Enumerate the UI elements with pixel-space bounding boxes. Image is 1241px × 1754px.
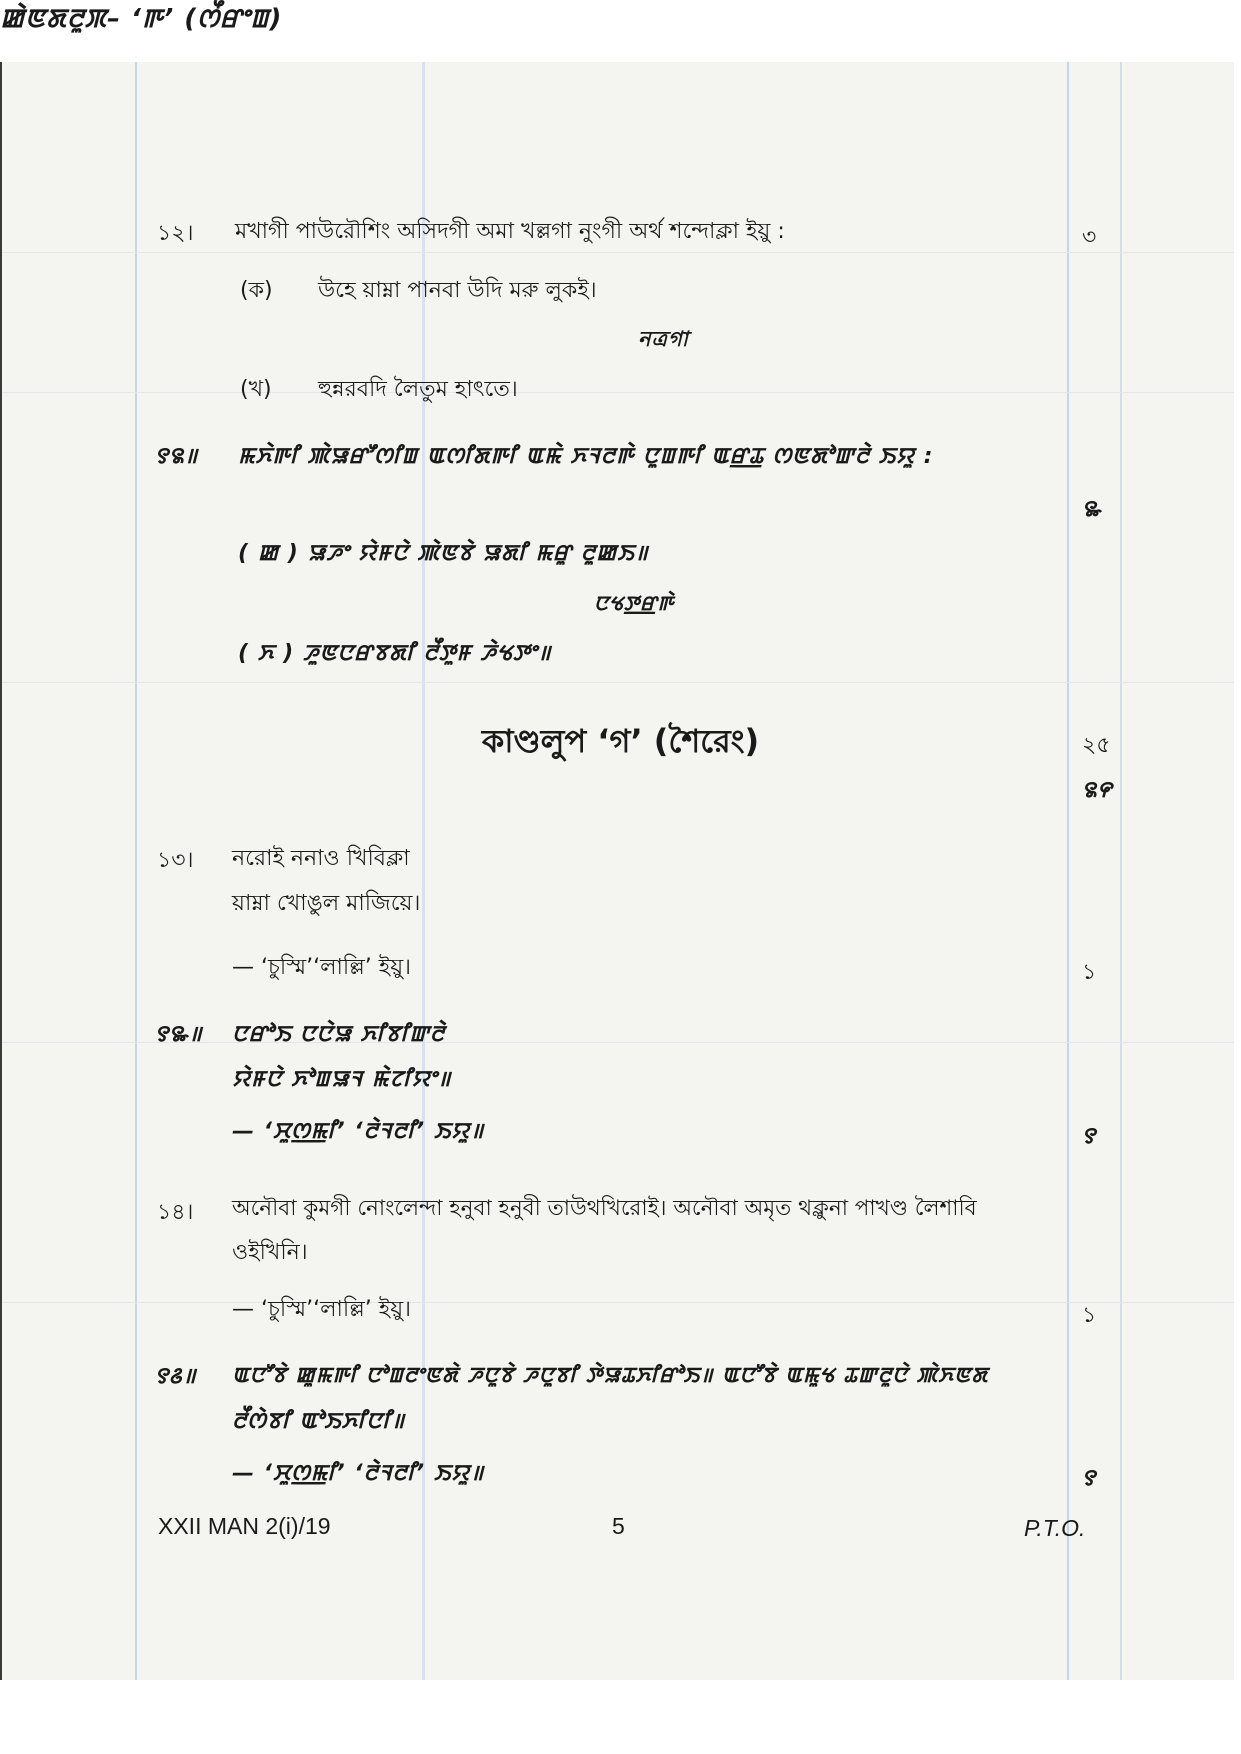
option-label: (ক) xyxy=(240,278,273,303)
question-instruction: — ‘চুস্মি’‘লাল্লি’ ইয়ু। xyxy=(232,955,412,980)
poem-line: নরোই ননাও খিবিক্লা xyxy=(232,846,410,871)
section-marks: ২৫ xyxy=(1082,733,1111,758)
bleed-through-line xyxy=(2,1302,1234,1303)
poem-line: ꯌꯥꯝꯅꯥ ꯈꯣꯡꯎꯜ ꯃꯥꯖꯤꯌꯦ॥ xyxy=(232,1067,452,1092)
question-number: ১২। xyxy=(157,221,194,246)
question-marks: ꯱ xyxy=(1082,1466,1096,1491)
paragraph-line: ওইখিনি। xyxy=(232,1240,308,1265)
question-instruction: — ‘ꯆꯨꯁ꯭ꯃꯤ’ ‘ꯂꯥꯜꯂꯤ’ ꯏꯌꯨ॥ xyxy=(232,1461,485,1486)
question-number: ꯱꯴॥ xyxy=(155,1364,197,1389)
section-marks-meetei: ꯲꯵ xyxy=(1082,778,1113,803)
or-label: নত্রগা xyxy=(638,327,689,351)
section-title-meetei: ꯀꯥꯟꯗꯂꯨꯞ– ‘ꯒ’ (ꯁꯩꯔꯦꯡ) xyxy=(0,4,283,34)
option-text: ( ꯀ ) ꯎꯍꯦ ꯌꯥꯝꯅꯥ ꯄꯥꯟꯕꯥ ꯎꯗꯤ ꯃꯔꯨ ꯂꯨꯀꯏ॥ xyxy=(238,541,649,566)
ruled-margin-line xyxy=(1067,62,1069,1680)
bleed-through-line xyxy=(2,392,1234,393)
option-text: ( ꯈ ) ꯍꯨꯟꯅꯔꯕꯗꯤ ꯂꯩꯇꯨꯝ ꯍꯥꯠꯇꯦ॥ xyxy=(238,641,552,666)
poem-line: য়াম্না খোঙুল মাজিয়ে। xyxy=(232,891,421,916)
paragraph-line: ꯂꯩꯁꯥꯕꯤ ꯑꯣꯏꯈꯤꯅꯤ॥ xyxy=(232,1409,406,1434)
ruled-margin-line xyxy=(1120,62,1122,1680)
option-label: (খ) xyxy=(240,377,272,402)
question-marks: ꯱ xyxy=(1082,1124,1096,1149)
paper-code: XXII MAN 2(i)/19 xyxy=(158,1513,331,1539)
poem-line: ꯅꯔꯣꯏ ꯅꯅꯥꯎ ꯈꯤꯕꯤꯛꯂꯥ xyxy=(232,1022,446,1047)
ruled-margin-line xyxy=(135,62,137,1680)
question-number: ১৩। xyxy=(157,848,194,873)
question-marks: ১ xyxy=(1082,960,1097,985)
option-text: উহে য়াম্না পানবা উদি মরু লুকই। xyxy=(318,278,597,303)
question-instruction: — ‘চুস্মি’‘লাল্লি’ ইয়ু। xyxy=(232,1297,412,1322)
paragraph-line: ꯑꯅꯧꯕꯥ ꯀꯨꯃꯒꯤ ꯅꯣꯡꯂꯦꯟꯗꯥ ꯍꯅꯨꯕꯥ ꯍꯅꯨꯕꯤ ꯇꯥꯎꯊꯈꯤꯔꯣꯏ॥ ꯑꯅꯧꯕꯥ ꯑꯃꯨꯠ ꯊꯛꯂꯨꯅꯥ ꯄꯥꯈꯟꯗ xyxy=(232,1363,989,1387)
question-number: ꯱꯲॥ xyxy=(155,444,199,469)
pto-label: P.T.O. xyxy=(1024,1515,1086,1541)
bleed-through-line xyxy=(2,682,1234,683)
option-text: হুন্নরবদি লৈতুম হাৎতে। xyxy=(318,377,518,402)
or-label: ꯅꯠꯇ꯭ꯔꯒꯥ xyxy=(594,591,675,615)
question-marks: ৩ xyxy=(1082,225,1097,250)
section-title: কাণ্ডলুপ ‘গ’ (শৈরেং) xyxy=(481,722,760,760)
page-number: 5 xyxy=(612,1513,625,1539)
question-instruction: — ‘ꯆꯨꯁ꯭ꯃꯤ’ ‘ꯂꯥꯜꯂꯤ’ ꯏꯌꯨ॥ xyxy=(232,1119,485,1144)
question-number: ১৪। xyxy=(157,1200,194,1225)
question-marks: ꯳ xyxy=(1082,497,1102,522)
question-number: ꯱꯳॥ xyxy=(155,1022,203,1047)
question-marks: ১ xyxy=(1082,1303,1097,1328)
question-instruction: মখাগী পাউরৌশিং অসিদগী অমা খল্লগা নুংগী অর্থ শন্দোক্লা ইয়ু : xyxy=(235,219,785,244)
paragraph-line: অনৌবা কুমগী নোংলেন্দা হনুবা হনুবী তাউথখিরোই। অনৌবা অমৃত থক্লুনা পাখণ্ড লৈশাবি xyxy=(232,1196,977,1221)
question-instruction: ꯃꯈꯥꯒꯤ ꯄꯥꯎꯔꯧꯁꯤꯡ ꯑꯁꯤꯗꯒꯤ ꯑꯃꯥ ꯈꯜꯂꯒꯥ ꯅꯨꯡꯒꯤ ꯑꯔ꯭ꯊ ꯁꯟꯗꯣꯛꯂꯥ ꯏꯌꯨ : xyxy=(238,444,934,469)
